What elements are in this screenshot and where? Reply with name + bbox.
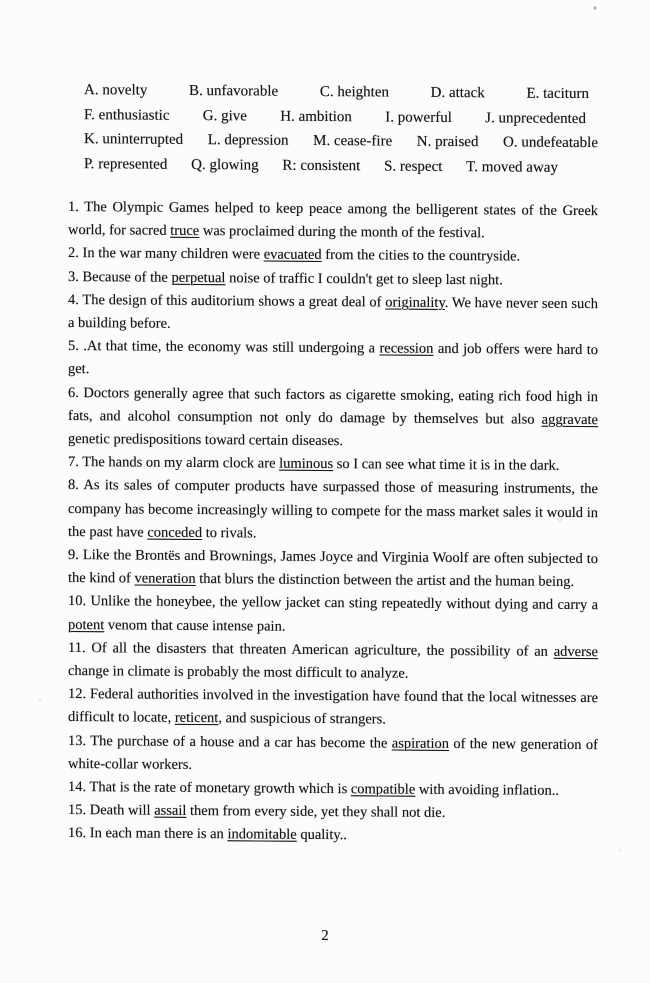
underlined-word: originality: [385, 294, 445, 311]
word-bank-letter: H.: [280, 108, 295, 125]
word-bank-entry: [320, 80, 389, 105]
word-bank-entry: [203, 104, 247, 129]
word-bank-word: undefeatable: [521, 134, 598, 152]
exercise-item: 10. Unlike the honeybee, the yellow jacket can sting repeatedly without dying and carry a potent venom that cause intense pain.: [68, 593, 599, 635]
exercise-item: 5. .At that time, the economy was still undergoing a recession and job offers were hard to get.: [68, 338, 599, 378]
word-bank-letter: P.: [84, 155, 95, 172]
word-bank-letter: J.: [485, 109, 495, 126]
word-bank-letter: C.: [319, 83, 334, 101]
item-number: 10.: [68, 593, 87, 610]
item-number: 7.: [68, 454, 79, 471]
exercise-item: 4. The design of this auditorium shows a great deal of originality. We have never seen such a building before.: [68, 291, 598, 332]
word-bank-word: moved away: [481, 158, 558, 176]
underlined-word: veneration: [134, 570, 196, 588]
underlined-word: conceded: [147, 524, 203, 541]
word-bank-entry: [208, 128, 289, 153]
word-bank-word: depression: [224, 132, 289, 149]
word-bank-word: ambition: [298, 108, 352, 125]
word-bank-letter: N.: [416, 133, 432, 150]
exercise-items: [68, 196, 598, 850]
exercise-item: 14. That is the rate of monetary growth which is compatible with avoiding inflation..: [68, 779, 560, 799]
item-number: 15.: [68, 802, 87, 819]
word-bank-entry: [84, 152, 167, 177]
word-bank-entry: [84, 78, 147, 103]
exercise-item: 2. In the war many children were evacuated from the cities to the countryside.: [68, 245, 521, 265]
word-bank-entry: [385, 105, 452, 130]
exercise-item: 8. As its sales of computer products have surpassed those of measuring instruments, the company has become increasingly willing to compete for the mass market sales it would in the past have conceded to rivals.: [68, 477, 598, 542]
underlined-word: luminous: [279, 455, 334, 473]
item-number: 5.: [68, 338, 79, 355]
word-bank-entry: [191, 152, 259, 177]
word-bank: [84, 78, 650, 180]
word-bank-word: novelty: [102, 82, 148, 99]
word-bank-letter: S.: [384, 157, 397, 175]
item-number: 4.: [68, 291, 79, 308]
word-bank-entry: [503, 130, 598, 155]
exercise-item: 11. Of all the disasters that threaten American agriculture, the possibility of an adverse change in climate is probably the most difficult to analyze.: [68, 639, 598, 682]
item-number: 9.: [68, 547, 79, 564]
word-bank-entry: [84, 103, 169, 128]
item-number: 3.: [68, 268, 79, 285]
underlined-word: reticent: [174, 710, 219, 727]
underlined-word: aggravate: [541, 411, 598, 428]
exercise-item: 13. The purchase of a house and a car has become the aspiration of the new generation of white-collar workers.: [68, 732, 598, 773]
exercise-item: 15. Death will assail them from every side, yet they shall not die.: [68, 802, 446, 822]
underlined-word: potent: [68, 616, 105, 633]
underlined-word: recession: [379, 340, 434, 358]
word-bank-letter: D.: [430, 84, 446, 101]
item-number: 12.: [68, 686, 87, 703]
underlined-word: adverse: [553, 643, 598, 661]
word-bank-entry: [431, 81, 485, 106]
word-bank-word: enthusiastic: [98, 106, 170, 124]
word-bank-letter: F.: [84, 106, 95, 123]
word-bank-word: represented: [98, 155, 168, 173]
word-bank-entry: [84, 127, 183, 152]
page-number: 2: [321, 927, 329, 945]
word-bank-entry: [417, 130, 479, 155]
word-bank-letter: I.: [385, 108, 394, 126]
underlined-word: assail: [154, 802, 187, 820]
word-bank-entry: [282, 153, 360, 178]
underlined-word: evacuated: [263, 246, 322, 264]
exercise-item: 12. Federal authorities involved in the investigation have found that the local witnesses are difficult to locate, reticent, and suspicious of strangers.: [68, 686, 599, 728]
item-number: 2.: [68, 245, 79, 262]
word-bank-letter: L.: [207, 132, 221, 149]
word-bank-entry: [313, 129, 392, 154]
exercise-item: 1. The Olympic Games helped to keep peace among the belligerent states of the Greek world, for sacred truce was proclaimed during the month of the festival.: [68, 198, 599, 242]
item-number: 8.: [68, 477, 79, 494]
word-bank-word: glowing: [209, 156, 259, 173]
word-bank-entry: [280, 104, 352, 129]
word-bank-word: uninterrupted: [102, 131, 184, 148]
word-bank-word: heighten: [337, 84, 389, 101]
exercise-item: 7. The hands on my alarm clock are luminous so I can see what time it is in the dark.: [68, 454, 560, 475]
item-number: 6.: [68, 384, 79, 401]
word-bank-word: unprecedented: [498, 109, 586, 127]
word-bank-word: cease-fire: [333, 133, 393, 150]
exercise-item: 16. In each man there is an indomitable quality..: [68, 825, 347, 844]
word-bank-word: powerful: [397, 109, 452, 126]
word-bank-letter: G.: [202, 107, 218, 124]
word-bank-word: give: [221, 107, 247, 124]
word-bank-letter: M.: [313, 132, 331, 150]
word-bank-letter: B.: [189, 82, 203, 100]
word-bank-word: attack: [448, 84, 485, 102]
word-bank-word: consistent: [300, 157, 361, 174]
exercise-item: 6. Doctors generally agree that such factors as cigarette smoking, eating rich food high in fats, and alcohol consumption not only do damage by themselves but also aggravate genetic predispositions toward certain diseases.: [68, 384, 598, 450]
item-number: 13.: [68, 732, 87, 749]
word-bank-letter: A.: [84, 82, 99, 99]
underlined-word: perpetual: [171, 269, 226, 286]
word-bank-letter: K.: [84, 131, 99, 148]
word-bank-entry: [466, 155, 558, 180]
word-bank-word: respect: [399, 158, 443, 175]
word-bank-word: taciturn: [543, 85, 589, 103]
word-bank-row: [84, 152, 558, 180]
word-bank-entry: [526, 82, 589, 107]
word-bank-letter: O.: [503, 134, 518, 151]
word-bank-entry: [485, 106, 586, 131]
exercise-item: 3. Because of the perpetual noise of traffic I couldn't get to sleep last night.: [68, 268, 503, 289]
word-bank-letter: E.: [526, 85, 540, 102]
item-number: 16.: [68, 825, 87, 842]
word-bank-word: praised: [435, 133, 479, 151]
item-number: 11.: [68, 639, 86, 656]
word-bank-entry: [189, 79, 278, 104]
word-bank-letter: Q.: [191, 156, 206, 173]
word-bank-letter: R:: [282, 157, 297, 174]
underlined-word: aspiration: [391, 735, 449, 752]
exercise-item: 9. Like the Brontës and Brownings, James Joyce and Virginia Woolf are often subjected to the kind of veneration that blurs the distinction between the artist and the human being.: [68, 547, 599, 591]
word-bank-word: unfavorable: [206, 83, 279, 100]
word-bank-letter: T.: [466, 158, 478, 175]
item-number: 14.: [68, 779, 87, 796]
word-bank-entry: [384, 154, 442, 179]
underlined-word: indomitable: [227, 826, 297, 844]
item-number: 1.: [68, 198, 79, 216]
underlined-word: truce: [170, 222, 200, 240]
underlined-word: compatible: [350, 781, 416, 798]
